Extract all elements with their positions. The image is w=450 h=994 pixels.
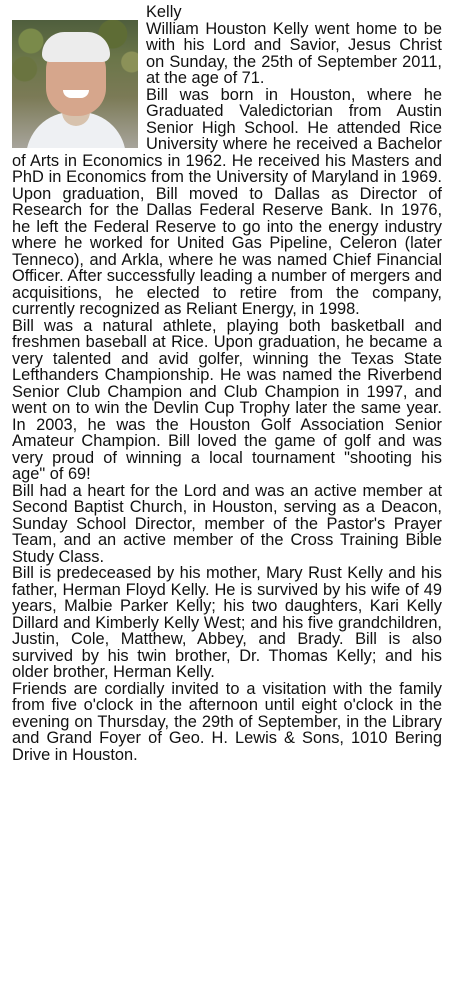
photo-hair	[42, 32, 110, 62]
obituary-paragraph-visitation: Friends are cordially invited to a visitation with the family from five o'clock in the afternoon until eight o'clock in the evening on Thursday, the 29th of September, in the Library and Grand Foyer of Geo. H. Lewis & Sons, 1010 Bering Drive in Houston.	[12, 679, 442, 764]
obituary-paragraph-intro: William Houston Kelly went home to be with his Lord and Savior, Jesus Christ on Sunday, the 25th of September 2011, at the age of 71.	[146, 19, 442, 87]
photo-smile	[63, 90, 89, 98]
obituary-paragraph-faith: Bill had a heart for the Lord and was an active member at Second Baptist Church, in Houston, serving as a Deacon, Sunday School Director, member of the Pastor's Prayer Team, and an active member of the Cross Training Bible Study Class.	[12, 481, 442, 566]
obituary-name-line: Kelly	[146, 3, 182, 21]
obituary-paragraph-athletics: Bill was a natural athlete, playing both basketball and freshmen baseball at Rice. Upon graduation, he became a very talented and avid golfer, winning the Texas State Lefthanders Championship. He was named the Riverbend Senior Club Champion and Club Champion in 1997, and went on to win the Devlin Cup Trophy later the same year. In 2003, he was the Houston Golf Association Senior Amateur Champion. Bill loved the game of golf and was very proud of winning a local tournament "shooting his age" of 69!	[12, 316, 442, 483]
obituary-paragraph-family: Bill is predeceased by his mother, Mary Rust Kelly and his father, Herman Floyd Kelly. He is survived by his wife of 49 years, Malbie Parker Kelly; his two daughters, Kari Kelly Dillard and Kimberly Kelly West; and his five grandchildren, Justin, Cole, Matthew, Abbey, and Brady. Bill is also survived by his twin brother, Dr. Thomas Kelly; and his older brother, Herman Kelly.	[12, 564, 442, 681]
portrait-photo	[12, 20, 138, 148]
obituary-paragraph-career: Bill was born in Houston, where he Graduated Valedictorian from Austin Senior High School. He attended Rice University where he received a Bachelor of Arts in Economics in 1962. He received his Masters and PhD in Economics from the University of Maryland in 1969. Upon graduation, Bill moved to Dallas as Director of Research for the Dallas Federal Reserve Bank. In 1976, he left the Federal Reserve to go into the energy industry where he worked for United Gas Pipeline, Celeron (later Tenneco), and Arkla, where he was named Chief Financial Officer. After successfully leading a number of mergers and acquisitions, he elected to retire from the company, currently recognized as Reliant Energy, in 1998.	[12, 85, 442, 318]
